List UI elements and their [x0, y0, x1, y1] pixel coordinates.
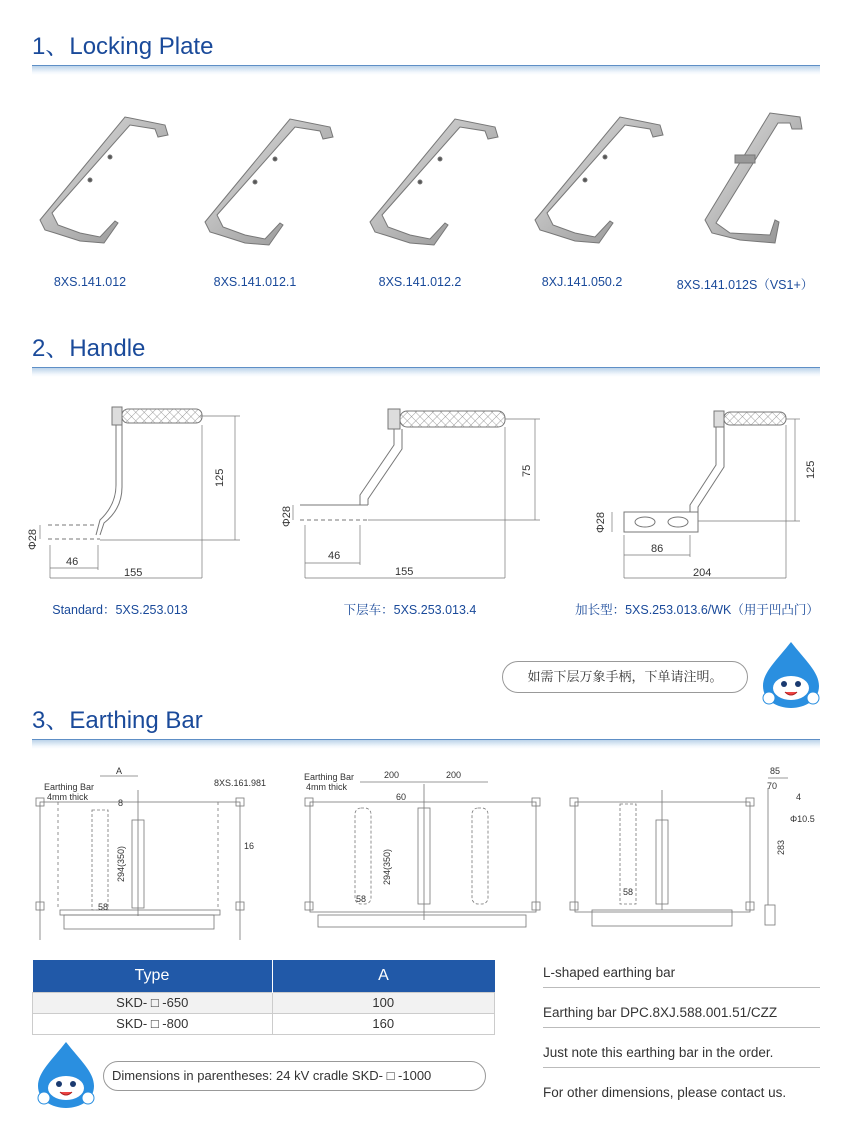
- handle-dim-offset: 46: [328, 550, 341, 562]
- drawing-dim: 294(350): [382, 848, 392, 885]
- drawing-dim: 58: [623, 887, 634, 897]
- handle-dim-diameter: Φ28: [595, 511, 607, 533]
- table-cell-a: 160: [272, 1013, 495, 1034]
- locking-plate-label: 8XS.141.012.1: [213, 275, 297, 289]
- table-header-a: A: [378, 966, 389, 984]
- locking-plate-image: [205, 119, 333, 245]
- handle-dim-height: 125: [214, 468, 226, 487]
- drawing-label: 4mm thick: [47, 792, 89, 802]
- table-header-type: Type: [33, 960, 273, 992]
- info-line: For other dimensions, please contact us.: [543, 1085, 787, 1100]
- drawing-dim: Φ10.5: [790, 814, 815, 824]
- mascot-droplet-icon: [757, 640, 825, 710]
- section-title-handle: 2、Handle: [32, 335, 146, 362]
- handle-drawings: [0, 395, 845, 595]
- section-divider: [32, 65, 820, 75]
- locking-plates-illustration: [0, 95, 845, 260]
- drawing-dim: 85: [770, 766, 781, 776]
- handle-standard-drawing: [40, 407, 240, 578]
- drawing-dim: A: [116, 766, 123, 776]
- earthing-bar-drawing-2: [305, 782, 540, 927]
- drawing-dim: 58: [356, 894, 367, 904]
- drawing-label: Earthing Bar: [44, 782, 95, 792]
- drawing-dim: 283: [776, 839, 786, 855]
- cradle-dimension-note: Dimensions in parentheses: 24 kV cradle SKD- □ -1000: [103, 1061, 486, 1091]
- locking-plate-image: [40, 117, 168, 243]
- drawing-dim: 294(350): [116, 845, 126, 882]
- info-line: Just note this earthing bar in the order.: [543, 1045, 820, 1068]
- handle-dim-length: 155: [124, 567, 143, 579]
- locking-plate-label: 8XJ.141.050.2: [541, 275, 623, 289]
- drawing-label: 4mm thick: [306, 782, 348, 792]
- drawing-part-number: 8XS.161.981: [214, 778, 267, 788]
- drawing-dim: 60: [396, 792, 407, 802]
- table-cell-type: SKD- □ -800: [33, 1013, 273, 1034]
- table-row: [33, 1013, 495, 1034]
- locking-plate-label: 8XS.141.012: [53, 275, 127, 289]
- section-divider: [32, 739, 820, 749]
- handle-dim-diameter: Φ28: [281, 505, 293, 527]
- handle-caption: Standard：5XS.253.013: [52, 603, 188, 617]
- table-cell-type: SKD- □ -650: [33, 992, 273, 1013]
- mascot-droplet-icon: [32, 1040, 100, 1110]
- handle-dim-diameter: Φ28: [27, 528, 39, 550]
- drawing-dim: 4: [796, 792, 802, 802]
- handle-order-note: 如需下层万象手柄，下单请注明。: [502, 661, 748, 693]
- locking-plate-label: 8XS.141.012.2: [378, 275, 462, 289]
- info-line: L-shaped earthing bar: [543, 965, 820, 988]
- drawing-dim: 16: [244, 841, 255, 851]
- section-title-earthing-bar: 3、Earthing Bar: [32, 707, 203, 734]
- table-row: [33, 992, 495, 1013]
- section-divider: [32, 367, 820, 377]
- section-title-locking-plate: 1、Locking Plate: [32, 33, 214, 60]
- drawing-dim: 58: [98, 902, 109, 912]
- drawing-dim: 200: [384, 770, 400, 780]
- handle-dim-height: 125: [805, 460, 817, 479]
- locking-plate-label: 8XS.141.012S（VS1+）: [676, 278, 814, 292]
- handle-dim-offset: 86: [651, 543, 664, 555]
- handle-caption: 加长型：5XS.253.013.6/WK（用于凹凸门）: [575, 603, 819, 617]
- handle-extended-drawing: [612, 411, 800, 578]
- handle-dim-length: 155: [395, 566, 414, 578]
- earthing-bar-type-table: [32, 960, 495, 1035]
- handle-caption: 下层车：5XS.253.013.4: [343, 603, 477, 617]
- earthing-bar-drawings: [0, 760, 845, 940]
- drawing-label: Earthing Bar: [304, 772, 355, 782]
- handle-dim-height: 75: [521, 464, 533, 477]
- earthing-bar-drawing-3: [570, 778, 788, 926]
- locking-plate-image: [535, 117, 663, 243]
- handle-dim-length: 204: [693, 567, 712, 579]
- drawing-dim: 8: [118, 798, 124, 808]
- locking-plate-image: [705, 113, 802, 243]
- drawing-dim: 70: [767, 781, 778, 791]
- locking-plate-image: [370, 119, 498, 245]
- info-line: Earthing bar DPC.8XJ.588.001.51/CZZ: [543, 1005, 820, 1028]
- drawing-dim: 200: [446, 770, 462, 780]
- table-cell-a: 100: [272, 992, 495, 1013]
- handle-dim-offset: 46: [66, 556, 79, 568]
